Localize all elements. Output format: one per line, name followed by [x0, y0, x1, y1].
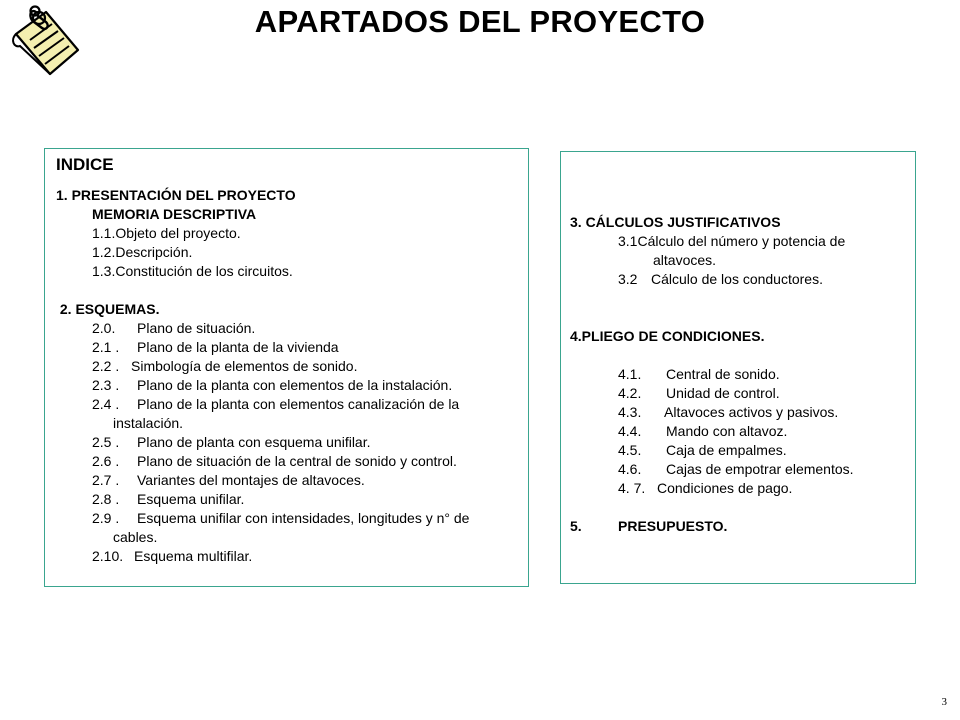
list-item: 2.0. Plano de situación. — [92, 320, 256, 336]
index-box-left — [44, 148, 529, 587]
list-item: 2.1 . Plano de la planta de la vivienda — [92, 339, 339, 355]
section-2-title: 2. ESQUEMAS. — [56, 301, 160, 317]
list-item-continuation: instalación. — [113, 415, 184, 431]
list-item: 4. 7. Condiciones de pago. — [618, 480, 793, 496]
section-1-title: 1. PRESENTACIÓN DEL PROYECTO — [56, 187, 296, 203]
list-item: 2.4 . Plano de la planta con elementos canalización de la — [92, 396, 460, 412]
section-4-title: 4.PLIEGO DE CONDICIONES. — [570, 328, 765, 344]
list-item: 1.3.Constitución de los circuitos. — [92, 263, 293, 279]
list-item: 1.1.Objeto del proyecto. — [92, 225, 241, 241]
list-item: 2.3 . Plano de la planta con elementos de la instalación. — [92, 377, 453, 393]
section-5-title: 5. PRESUPUESTO. — [570, 518, 728, 534]
list-item: 4.4. Mando con altavoz. — [618, 423, 788, 439]
list-item: 4.1. Central de sonido. — [618, 366, 780, 382]
list-item: 2.5 . Plano de planta con esquema unifilar. — [92, 434, 371, 450]
list-item: 4.2. Unidad de control. — [618, 385, 780, 401]
list-item-continuation: cables. — [113, 529, 158, 545]
list-item: 2.7 . Variantes del montajes de altavoces. — [92, 472, 365, 488]
section-1-subtitle: MEMORIA DESCRIPTIVA — [92, 206, 257, 222]
list-item: 2.9 . Esquema unifilar con intensidades, longitudes y n° de — [92, 510, 470, 526]
list-item: 4.6. Cajas de empotrar elementos. — [618, 461, 854, 477]
section-3-title: 3. CÁLCULOS JUSTIFICATIVOS — [570, 214, 781, 230]
list-item: 2.6 . Plano de situación de la central de sonido y control. — [92, 453, 457, 469]
page-title: APARTADOS DEL PROYECTO — [254, 4, 706, 39]
list-item: 4.5. Caja de empalmes. — [618, 442, 787, 458]
list-item: 2.10. Esquema multifilar. — [92, 548, 253, 564]
list-item: 3.1Cálculo del número y potencia de — [618, 233, 846, 249]
list-item: 2.8 . Esquema unifilar. — [92, 491, 245, 507]
list-item: 4.3. Altavoces activos y pasivos. — [618, 404, 839, 420]
index-box-right — [560, 151, 916, 584]
list-item: 1.2.Descripción. — [92, 244, 193, 260]
list-item: 3.2 Cálculo de los conductores. — [618, 271, 823, 287]
page-number: 3 — [941, 696, 947, 708]
list-item-continuation: altavoces. — [653, 252, 717, 268]
index-heading: INDICE — [56, 155, 114, 174]
list-item: 2.2 . Simbología de elementos de sonido. — [92, 358, 358, 374]
